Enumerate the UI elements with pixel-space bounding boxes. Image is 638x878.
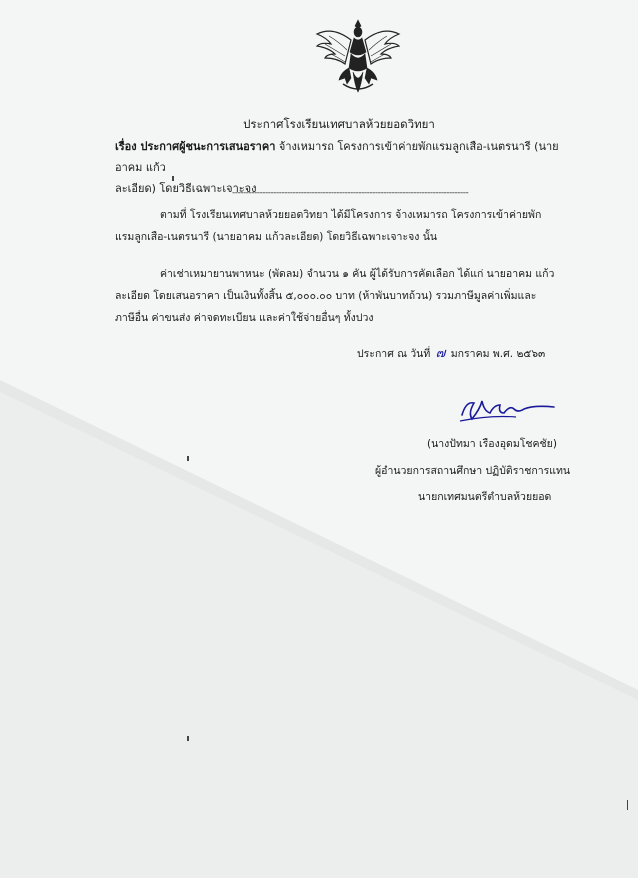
handwritten-signature — [456, 393, 566, 429]
date-suffix: มกราคม พ.ศ. ๒๕๖๓ — [450, 348, 546, 360]
garuda-emblem-icon — [313, 18, 403, 96]
date-day: ๗ — [435, 346, 446, 361]
signer-position-line1: ผู้อำนวยการสถานศึกษา ปฏิบัติราชการแทน — [375, 465, 571, 477]
scan-mark — [172, 176, 174, 181]
scan-mark — [187, 736, 189, 741]
signer-name: (นางปัทมา เรืองอุดมโชคชัย) — [427, 438, 557, 450]
subject-text-line2: ละเอียด) โดยวิธีเฉพาะเจาะจง — [115, 182, 257, 195]
scan-mark — [627, 800, 628, 810]
document-title: ประกาศโรงเรียนเทศบาลห้วยยอดวิทยา — [243, 117, 435, 131]
announcement-date — [357, 342, 545, 363]
separator-rule: -------------------------------------------------------------------------------------- — [232, 188, 469, 198]
scan-mark — [187, 456, 189, 461]
signer-position-line2: นายกเทศมนตรีตำบลห้วยยอด — [418, 491, 552, 503]
subject-label: เรื่อง ประกาศผู้ชนะการเสนอราคา — [115, 140, 276, 153]
paragraph-2: ค่าเช่าเหมายานพาหนะ (พัดลม) จำนวน ๑ คัน ผู้ได้รับการคัดเลือก ได้แก่ นายอาคม แก้วละเอียด โดยเสนอราคา เป็นเงินทั้งสิ้น ๕,๐๐๐.๐๐ บาท (ห้าพันบาทถ้วน) รวมภาษีมูลค่าเพิ่มและภาษีอื่น ค่าขนส่ง ค่าจดทะเบียน และค่าใช้จ่ายอื่นๆ ทั้งปวง — [115, 268, 555, 324]
subject-text-line1: จ้างเหมารถ โครงการเข้าค่ายพักแรมลูกเสือ-เนตรนารี (นายอาคม แก้ว — [115, 140, 559, 174]
date-prefix: ประกาศ ณ วันที่ — [357, 348, 431, 360]
paragraph-1: ตามที่ โรงเรียนเทศบาลห้วยยอดวิทยา ได้มีโครงการ จ้างเหมารถ โครงการเข้าค่ายพักแรมลูกเสือ-เนตรนารี (นายอาคม แก้วละเอียด) โดยวิธีเฉพาะเจาะจง นั้น — [115, 209, 542, 243]
